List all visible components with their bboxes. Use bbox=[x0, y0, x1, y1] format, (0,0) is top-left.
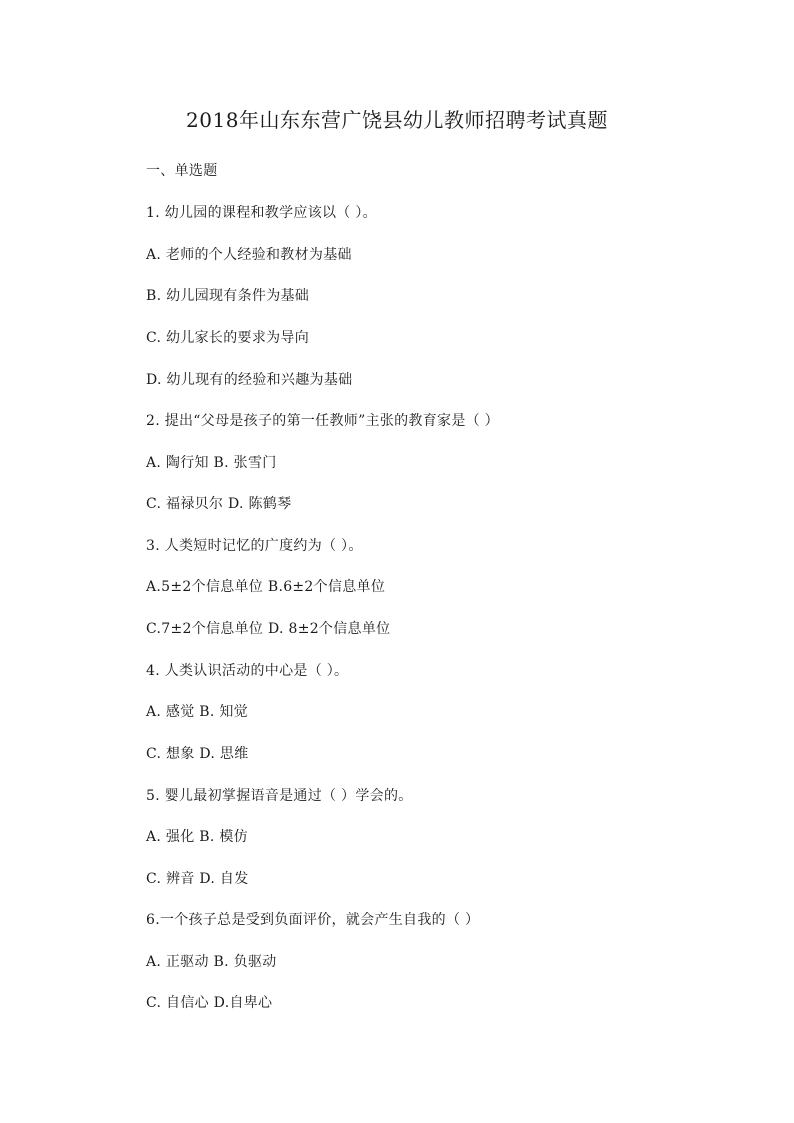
question-4-stem: 4. 人类认识活动的中心是（ ）。 bbox=[146, 663, 349, 679]
question-5-stem: 5. 婴儿最初掌握语音是通过（ ）学会的。 bbox=[146, 788, 413, 804]
page-title: 2018年山东东营广饶县幼儿教师招聘考试真题 bbox=[186, 108, 608, 132]
section-heading: 一、单选题 bbox=[146, 163, 218, 179]
question-5-options-ab: A. 强化 B. 模仿 bbox=[146, 829, 248, 845]
question-1-stem: 1. 幼儿园的课程和教学应该以（ ）。 bbox=[146, 205, 377, 221]
question-2-stem: 2. 提出“父母是孩子的第一任教师”主张的教育家是（ ） bbox=[146, 413, 499, 429]
question-1-option-c: C. 幼儿家长的要求为导向 bbox=[146, 330, 310, 346]
question-2-options-cd: C. 福禄贝尔 D. 陈鹤琴 bbox=[146, 496, 292, 512]
question-1-option-a: A. 老师的个人经验和教材为基础 bbox=[146, 247, 352, 263]
question-1-option-b: B. 幼儿园现有条件为基础 bbox=[146, 288, 310, 304]
question-3-options-cd: C.7±2个信息单位 D. 8±2个信息单位 bbox=[146, 621, 391, 637]
question-3-stem: 3. 人类短时记忆的广度约为（ ）。 bbox=[146, 538, 363, 554]
question-6-options-cd: C. 自信心 D.自卑心 bbox=[146, 995, 273, 1011]
question-5-options-cd: C. 辨音 D. 自发 bbox=[146, 871, 249, 887]
question-6-options-ab: A. 正驱动 B. 负驱动 bbox=[146, 954, 277, 970]
question-1-option-d: D. 幼儿现有的经验和兴趣为基础 bbox=[146, 372, 353, 388]
question-4-options-cd: C. 想象 D. 思维 bbox=[146, 746, 249, 762]
question-6-stem: 6.一个孩子总是受到负面评价，就会产生自我的（ ） bbox=[146, 912, 480, 928]
question-4-options-ab: A. 感觉 B. 知觉 bbox=[146, 704, 248, 720]
question-2-options-ab: A. 陶行知 B. 张雪门 bbox=[146, 455, 277, 471]
question-3-options-ab: A.5±2个信息单位 B.6±2个信息单位 bbox=[146, 579, 386, 595]
